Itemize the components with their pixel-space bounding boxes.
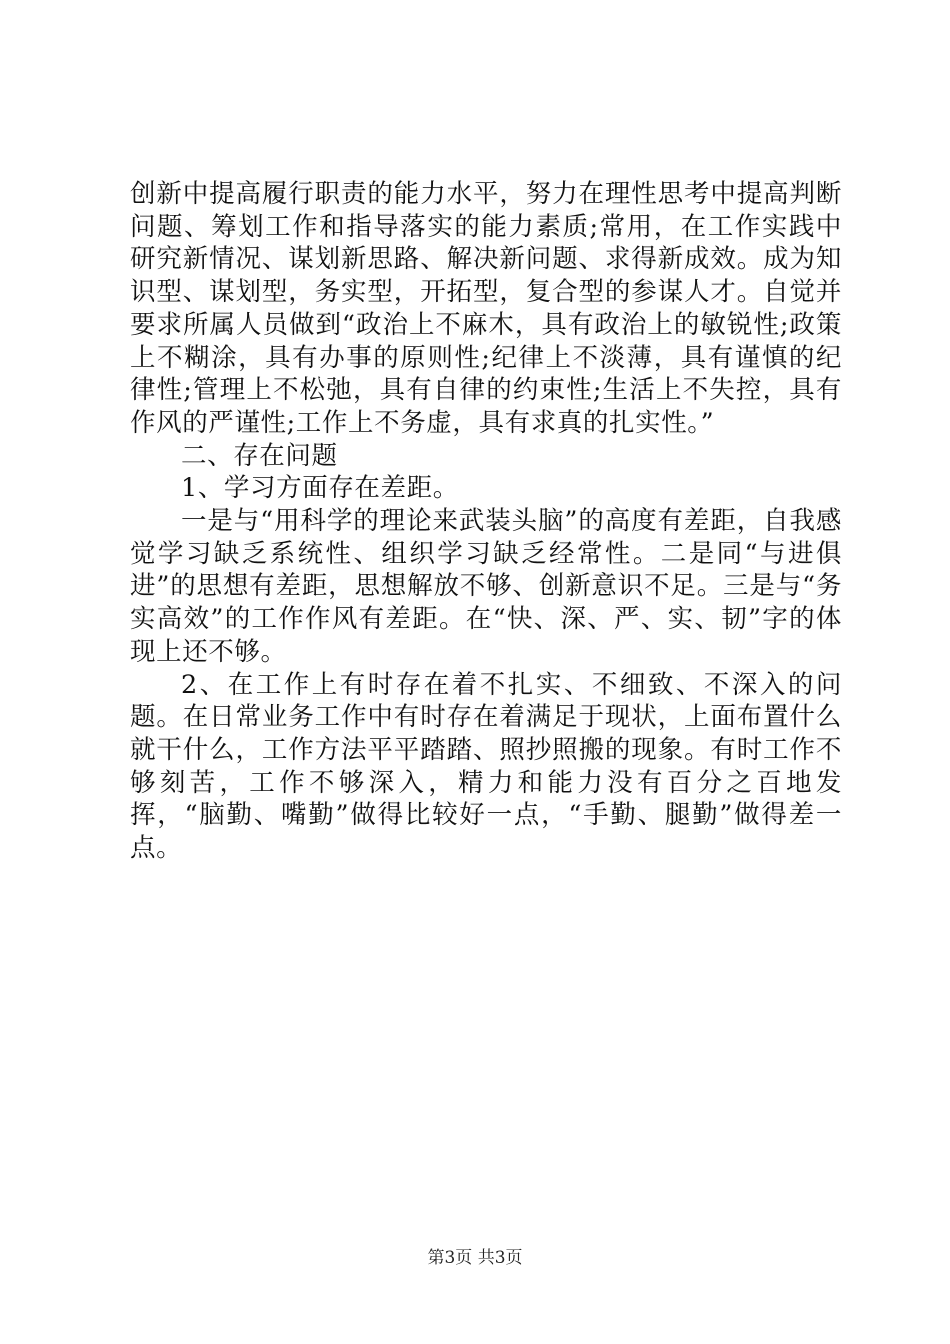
section-heading-problems: 二、存在问题 <box>181 440 338 471</box>
page-number: 第3页 共3页 <box>427 1248 523 1268</box>
paragraph-continuation: 创新中提高履行职责的能力水平，努力在理性思考中提高判断问题、筹划工作和指导落实的能力素质;常用，在工作实践中研究新情况、谋划新思路、解决新问题、求得新成效。成为知识型、谋划型，务实型，开拓型，复合型的参谋人才。自觉并要求所属人员做到“政治上不麻木，具有政治上的敏锐性;政策上不糊涂，具有办事的原则性;纪律上不淡薄，具有谨慎的纪律性;管理上不松弛，具有自律的约束性;生活上不失控，具有作风的严谨性;工作上不务虚，具有求真的扎实性。” <box>130 179 842 438</box>
page-footer <box>0 1243 950 1268</box>
paragraph-study-gap: 一是与“用科学的理论来武装头脑”的高度有差距，自我感觉学习缺乏系统性、组织学习缺乏经常性。二是同“与进俱进”的思想有差距，思想解放不够、创新意识不足。三是与“务实高效”的工作作风有差距。在“快、深、严、实、韧”字的体现上还不够。 <box>130 506 842 667</box>
paragraph-work-issues: 2、在工作上有时存在着不扎实、不细致、不深入的问题。在日常业务工作中有时存在着满足于现状，上面布置什么就干什么，工作方法平平踏踏、照抄照搬的现象。有时工作不够刻苦，工作不够深入，精力和能力没有百分之百地发挥，“脑勤、嘴勤”做得比较好一点，“手勤、腿勤”做得差一点。 <box>130 669 842 864</box>
subheading-study-gap: 1、学习方面存在差距。 <box>181 473 459 504</box>
document-body <box>130 178 842 865</box>
